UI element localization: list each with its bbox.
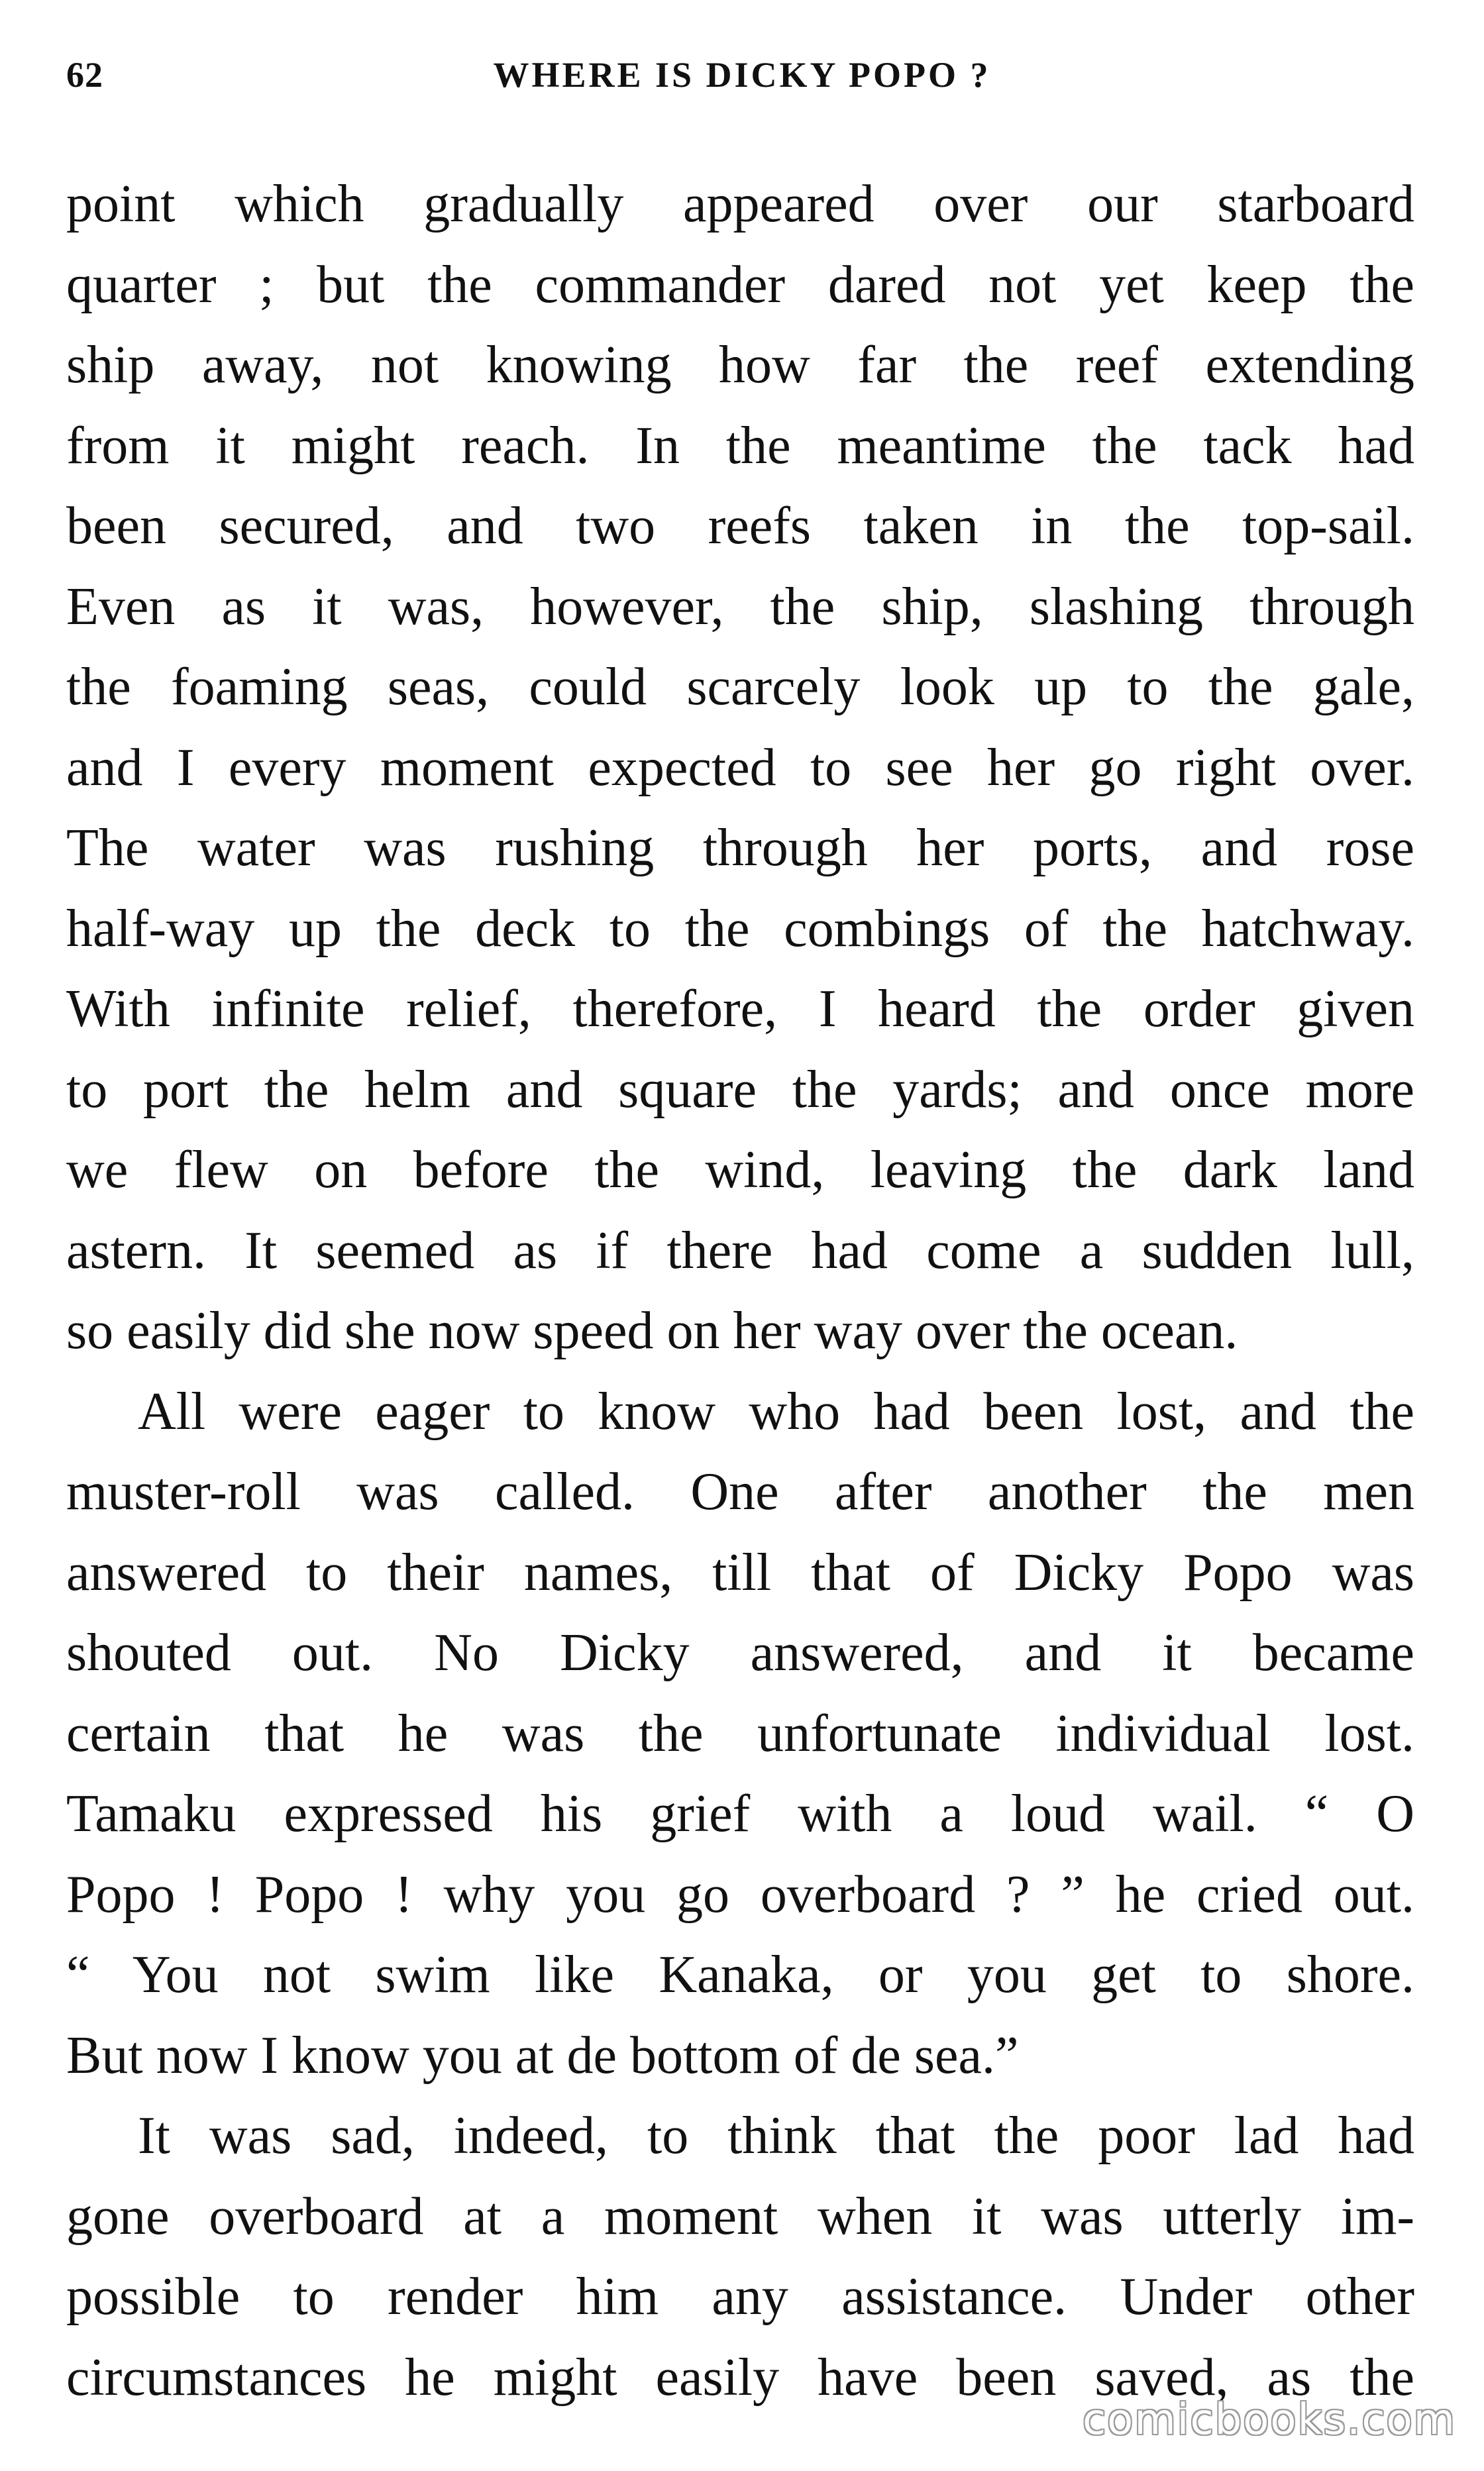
text-line: we flew on before the wind, leaving the dark land xyxy=(66,1141,1414,1199)
text-line: possible to render him any assistance. Under other xyxy=(66,2268,1414,2326)
text-line: from it might reach. In the meantime the tack had xyxy=(66,416,1414,475)
paragraph xyxy=(66,1372,1414,2097)
text-line: Even as it was, however, the ship, slashing through xyxy=(66,577,1414,636)
text-line: Popo ! Popo ! why you go overboard ? ” he cried out. xyxy=(66,1865,1414,1924)
text-line: shouted out. No Dicky answered, and it became xyxy=(66,1624,1414,1682)
watermark: comicbooks.com xyxy=(1082,2395,1456,2445)
text-line: so easily did she now speed on her way over the ocean. xyxy=(66,1302,1238,1360)
page-header xyxy=(66,54,1418,114)
text-line: answered to their names, till that of Dicky Popo was xyxy=(66,1543,1414,1602)
text-line: But now I know you at de bottom of de sea.” xyxy=(66,2026,1019,2085)
text-line: All were eager to know who had been lost, and the xyxy=(138,1382,1414,1441)
text-line: It was sad, indeed, to think that the poor lad had xyxy=(138,2107,1414,2165)
text-line: the foaming seas, could scarcely look up to the gale, xyxy=(66,658,1414,716)
paragraph xyxy=(66,2096,1414,2418)
text-line: half-way up the deck to the combings of the hatchway. xyxy=(66,899,1414,958)
text-line: gone overboard at a moment when it was utterly im- xyxy=(66,2187,1414,2246)
text-line: certain that he was the unfortunate individual lost. xyxy=(66,1704,1414,1763)
text-line: quarter ; but the commander dared not yet keep the xyxy=(66,255,1414,314)
text-line: With infinite relief, therefore, I heard the order given xyxy=(66,980,1414,1038)
text-line: “ You not swim like Kanaka, or you get to shore. xyxy=(66,1946,1414,2004)
text-line: ship away, not knowing how far the reef extending xyxy=(66,336,1414,394)
text-line: point which gradually appeared over our starboard xyxy=(66,175,1414,233)
running-title: WHERE IS DICKY POPO ? xyxy=(493,55,991,95)
text-line: muster-roll was called. One after another the men xyxy=(66,1463,1414,1521)
text-line: and I every moment expected to see her go right over. xyxy=(66,738,1414,797)
body-text xyxy=(66,164,1414,2418)
text-line: Tamaku expressed his grief with a loud wail. “ O xyxy=(66,1785,1414,1843)
text-line: circumstances he might easily have been saved, as the xyxy=(66,2348,1414,2407)
text-line: The water was rushing through her ports, and rose xyxy=(66,819,1414,877)
page-number: 62 xyxy=(66,55,103,95)
text-line: astern. It seemed as if there had come a sudden lull, xyxy=(66,1221,1414,1280)
text-line: been secured, and two reefs taken in the top-sail. xyxy=(66,497,1414,555)
text-line: to port the helm and square the yards; and once more xyxy=(66,1060,1414,1119)
paragraph xyxy=(66,164,1414,1372)
